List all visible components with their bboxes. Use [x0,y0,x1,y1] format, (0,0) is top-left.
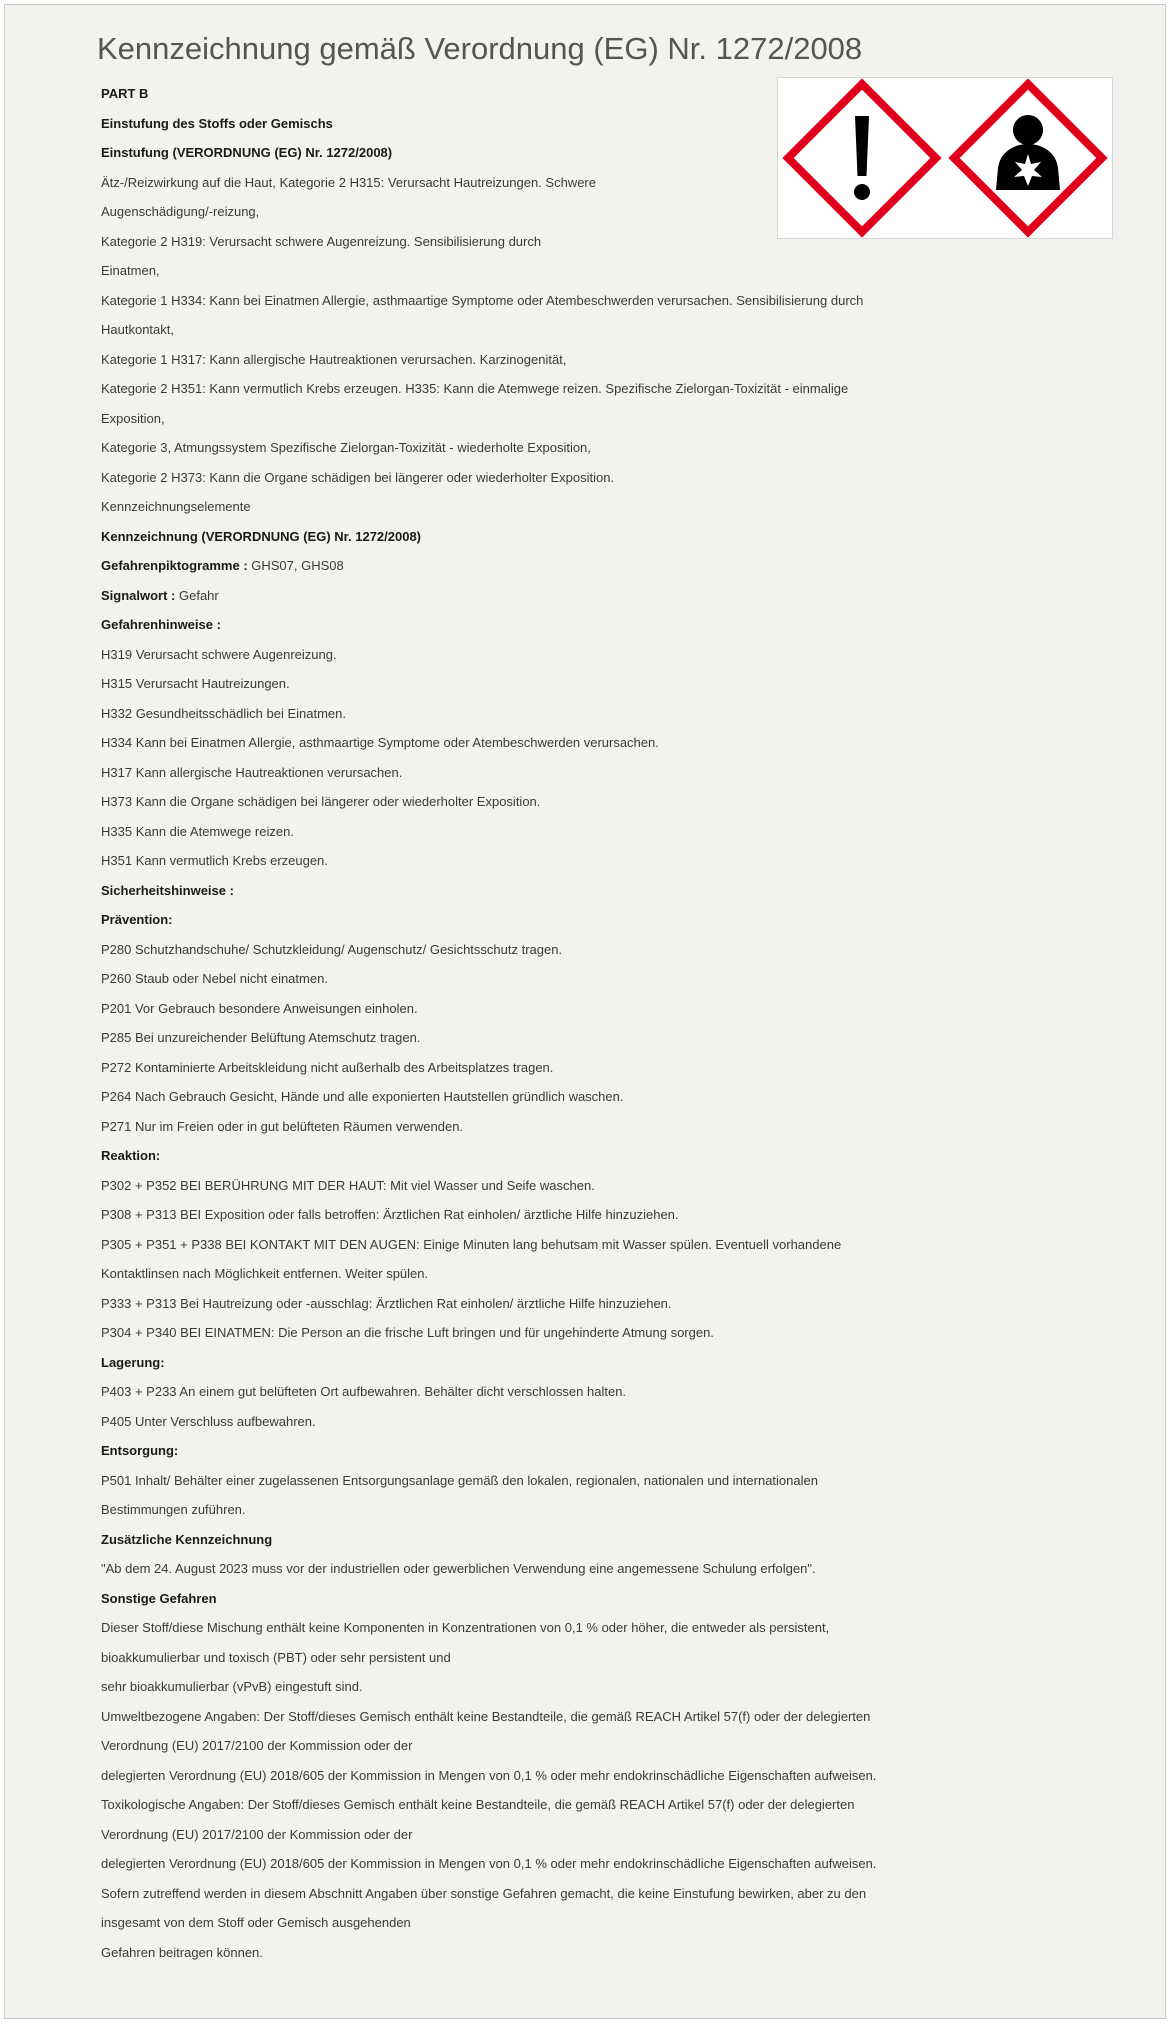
text-line: Kategorie 2 H373: Kann die Organe schädigen bei längerer oder wiederholter Exposition. [101,469,615,485]
text-line: H319 Verursacht schwere Augenreizung. [101,646,337,662]
text-line: P280 Schutzhandschuhe/ Schutzkleidung/ Augenschutz/ Gesichtsschutz tragen. [101,941,563,957]
text-line [101,581,1101,611]
text-line: Entsorgung: [101,1443,179,1458]
text-line: Exposition, [101,410,165,426]
text-line: Zusätzliche Kennzeichnung [101,1531,273,1547]
text-line: Kontaktlinsen nach Möglichkeit entfernen. Weiter spülen. [101,1266,429,1281]
text-line: Sicherheitshinweise : [101,882,234,898]
page-title: Kennzeichnung gemäß Verordnung (EG) Nr. 1272/2008 [97,31,863,66]
text-line: Sonstige Gefahren [101,1590,217,1606]
text-line: delegierten Verordnung (EU) 2018/605 der Kommission in Mengen von 0,1 % oder mehr endokrinschädliche Eigenschaften aufweisen. [101,1856,877,1871]
text-line: Einstufung (VERORDNUNG (EG) Nr. 1272/2008) [101,145,393,160]
text-line: P304 + P340 BEI EINATMEN: Die Person an die frische Luft bringen und für ungehinderte Atmung sorgen. [101,1325,714,1340]
field-value: GHS07, GHS08 [251,558,344,573]
text-line: H335 Kann die Atemwege reizen. [101,823,294,839]
text-line: Toxikologische Angaben: Der Stoff/dieses Gemisch enthält keine Bestandteile, die gemäß REACH Artikel 57(f) oder der delegierten [101,1797,855,1812]
text-line: "Ab dem 24. August 2023 muss vor der industriellen oder gewerblichen Verwendung eine angemessene Schulung erfolgen". [101,1561,816,1576]
text-line: H334 Kann bei Einatmen Allergie, asthmaartige Symptome oder Atembeschwerden verursachen. [101,735,659,750]
field-label: Signalwort : [101,587,179,603]
text-line: Einstufung des Stoffs oder Gemischs [101,115,333,131]
text-line: Lagerung: [101,1354,165,1370]
text-line: P201 Vor Gebrauch besondere Anweisungen einholen. [101,1000,418,1016]
text-line: Kategorie 2 H351: Kann vermutlich Krebs erzeugen. H335: Kann die Atemwege reizen. Spezifische Zielorgan-Toxizität - einmalige [101,381,849,396]
text-line: Reaktion: [101,1148,161,1163]
text-line: P285 Bei unzureichender Belüftung Atemschutz tragen. [101,1030,421,1045]
text-line: Einatmen, [101,263,160,278]
text-line: Sofern zutreffend werden in diesem Abschnitt Angaben über sonstige Gefahren gemacht, die keine Einstufung bewirken, aber zu den [101,1885,867,1901]
text-line: H317 Kann allergische Hautreaktionen verursachen. [101,764,403,780]
text-line: Kategorie 1 H334: Kann bei Einatmen Allergie, asthmaartige Symptome oder Atembeschwerden verursachen. Sensibilisierung durch [101,292,864,308]
text-line: Kennzeichnung (VERORDNUNG (EG) Nr. 1272/2008) [101,528,422,544]
text-line: P264 Nach Gebrauch Gesicht, Hände und alle exponierten Hautstellen gründlich waschen. [101,1089,624,1104]
text-line: P271 Nur im Freien oder in gut belüfteten Räumen verwenden. [101,1118,464,1134]
text-line: Dieser Stoff/diese Mischung enthält keine Komponenten in Konzentrationen von 0,1 % oder höher, die entweder als persistent, [101,1620,830,1635]
hazard-text-content [101,79,1101,1967]
text-line: Prävention: [101,912,173,927]
text-line: P403 + P233 An einem gut belüfteten Ort aufbewahren. Behälter dicht verschlossen halten. [101,1384,627,1399]
text-line: PART B [101,86,149,101]
field-value: Gefahr [179,587,219,603]
text-line [101,551,1101,581]
text-line: P333 + P313 Bei Hautreizung oder -ausschlag: Ärztlichen Rat einholen/ ärztliche Hilfe hinzuziehen. [101,1295,672,1311]
text-line: sehr bioakkumulierbar (vPvB) eingestuft sind. [101,1679,363,1694]
text-line: Ätz-/Reizwirkung auf die Haut, Kategorie 2 H315: Verursacht Hautreizungen. Schwere [101,174,596,190]
text-line: Kennzeichnungselemente [101,499,251,514]
text-line: bioakkumulierbar und toxisch (PBT) oder sehr persistent und [101,1649,451,1665]
text-line: H315 Verursacht Hautreizungen. [101,676,290,691]
text-line: Gefahrenhinweise : [101,617,221,632]
text-line: P405 Unter Verschluss aufbewahren. [101,1413,316,1429]
text-line: Augenschädigung/-reizung, [101,204,260,219]
text-line: Hautkontakt, [101,322,174,337]
text-line: P501 Inhalt/ Behälter einer zugelassenen Entsorgungsanlage gemäß den lokalen, regionalen, nationalen und internationalen [101,1472,818,1488]
text-line: Kategorie 1 H317: Kann allergische Hautreaktionen verursachen. Karzinogenität, [101,351,567,367]
text-line: Umweltbezogene Angaben: Der Stoff/dieses Gemisch enthält keine Bestandteile, die gemäß REACH Artikel 57(f) oder der delegierten [101,1708,871,1724]
text-line: insgesamt von dem Stoff oder Gemisch ausgehenden [101,1915,411,1930]
text-line: Kategorie 2 H319: Verursacht schwere Augenreizung. Sensibilisierung durch [101,233,542,249]
text-line: delegierten Verordnung (EU) 2018/605 der Kommission in Mengen von 0,1 % oder mehr endokrinschädliche Eigenschaften aufweisen. [101,1767,877,1783]
text-line: H351 Kann vermutlich Krebs erzeugen. [101,853,328,868]
text-line: P308 + P313 BEI Exposition oder falls betroffen: Ärztlichen Rat einholen/ ärztliche Hilfe hinzuziehen. [101,1207,679,1222]
text-line: Verordnung (EU) 2017/2100 der Kommission oder der [101,1826,413,1842]
text-line: H373 Kann die Organe schädigen bei längerer oder wiederholter Exposition. [101,794,541,809]
text-line: P302 + P352 BEI BERÜHRUNG MIT DER HAUT: Mit viel Wasser und Seife waschen. [101,1177,595,1193]
document-panel [4,4,1166,2019]
text-line: Bestimmungen zuführen. [101,1502,246,1517]
field-label: Gefahrenpiktogramme : [101,558,252,573]
text-line: Verordnung (EU) 2017/2100 der Kommission oder der [101,1738,413,1753]
text-line: P305 + P351 + P338 BEI KONTAKT MIT DEN AUGEN: Einige Minuten lang behutsam mit Wasser spülen. Eventuell vorhandene [101,1236,842,1252]
text-line: Gefahren beitragen können. [101,1944,263,1960]
text-line: H332 Gesundheitsschädlich bei Einatmen. [101,705,346,721]
text-line: P272 Kontaminierte Arbeitskleidung nicht außerhalb des Arbeitsplatzes tragen. [101,1059,554,1075]
text-line: Kategorie 3, Atmungssystem Spezifische Zielorgan-Toxizität - wiederholte Exposition, [101,440,591,455]
text-line: P260 Staub oder Nebel nicht einatmen. [101,971,328,986]
